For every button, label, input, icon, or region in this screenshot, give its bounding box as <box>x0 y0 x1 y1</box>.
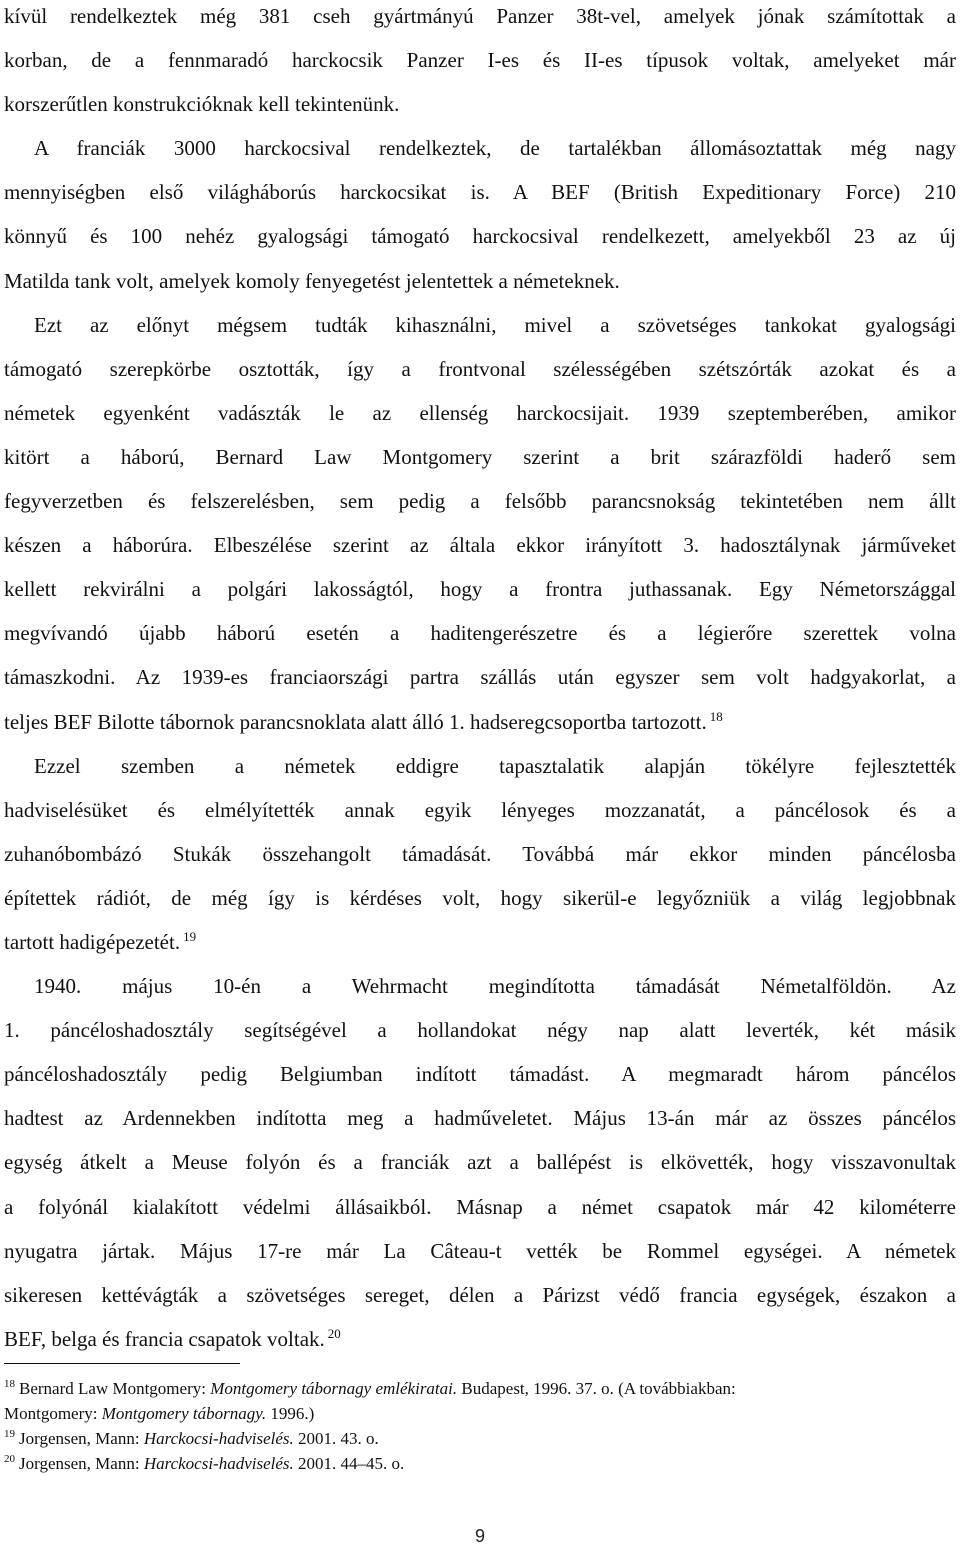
footnote-title: Harckocsi-hadviselés. <box>143 1454 294 1473</box>
text-line: 1940. május 10-én a Wehrmacht megindította támadását Németalföldön. Az <box>34 974 956 999</box>
text-line: A franciák 3000 harckocsival rendelkeztek, de tartalékban állomásoztattak még nagy <box>34 136 956 161</box>
footnote-title: Montgomery tábornagy. <box>101 1404 267 1423</box>
footnote-author: Montgomery: <box>4 1404 102 1423</box>
page-number: 9 <box>474 1526 485 1546</box>
footnote-author: Bernard Law Montgomery: <box>19 1379 211 1398</box>
text-line: Ezt az előnyt mégsem tudták kihasználni, mivel a szövetséges tankokat gyalogsági <box>34 312 956 337</box>
footnote-rest: 2001. 43. o. <box>293 1429 379 1448</box>
footnote-number: 20 <box>4 1453 15 1466</box>
footnote-rest: 1996.) <box>266 1404 315 1423</box>
text-line: kellett rekvirálni a polgári lakosságtól, hogy a frontra juthassanak. Egy Németországgal <box>4 577 956 602</box>
text-line: zuhanóbombázó Stukák összehangolt támadását. Továbbá már ekkor minden páncélosba <box>4 841 956 866</box>
text-span: teljes BEF Bilotte tábornok parancsnoklata alatt álló 1. hadseregcsoportba tartozott. <box>4 709 707 734</box>
text-line: támaszkodni. Az 1939-es franciaországi partra szállás után egyszer sem volt hadgyakorlat, a <box>4 665 956 690</box>
text-line: hadtest az Ardennekben indította meg a hadműveletet. Május 13-án már az összes páncélos <box>4 1106 956 1131</box>
footnote-rest: Budapest, 1996. 37. o. (A továbbiakban: <box>457 1379 736 1398</box>
footnotes <box>4 1376 956 1476</box>
text-line: páncéloshadosztály pedig Belgiumban indított támadást. A megmaradt három páncélos <box>4 1062 956 1087</box>
text-line: építettek rádiót, de még így is kérdéses volt, hogy sikerül-e legyőzniük a világ legjobbnak <box>4 885 956 910</box>
text-line: egység átkelt a Meuse folyón és a franciák azt a ballépést is elkövették, hogy visszavonultak <box>4 1150 956 1175</box>
text-line: németek egyenként vadászták le az ellenség harckocsijait. 1939 szeptemberében, amikor <box>4 400 956 425</box>
body-text <box>4 0 956 1367</box>
footnote-title: Montgomery tábornagy emlékiratai. <box>210 1379 458 1398</box>
footnote-ref-20[interactable]: 20 <box>327 1325 341 1341</box>
footnote-number: 18 <box>4 1378 15 1391</box>
text-line: kívül rendelkeztek még 381 cseh gyártmányú Panzer 38t-vel, amelyek jónak számítottak a <box>4 4 956 28</box>
text-line: korszerűtlen konstrukcióknak kell tekintenünk. <box>4 92 400 117</box>
text-line: 1. páncéloshadosztály segítségével a hollandokat négy nap alatt leverték, két másik <box>4 1018 956 1043</box>
footnote-divider <box>4 1363 240 1364</box>
text-line: korban, de a fennmaradó harckocsik Panzer I-es és II-es típusok voltak, amelyeket már <box>4 48 956 73</box>
footnote-19 <box>4 1426 956 1451</box>
text-line: nyugatra jártak. Május 17-re már La Câteau-t vették be Rommel egységei. A németek <box>4 1238 956 1263</box>
text-line-with-ref <box>4 706 956 750</box>
text-line: a folyónál kialakított védelmi állásaikból. Másnap a német csapatok már 42 kilométerre <box>4 1194 956 1219</box>
footnote-title: Harckocsi-hadviselés. <box>143 1429 294 1448</box>
footnote-author: Jorgensen, Mann: <box>19 1429 144 1448</box>
text-line: Matilda tank volt, amelyek komoly fenyegetést jelentettek a németeknek. <box>4 268 620 293</box>
text-line: hadviselésüket és elmélyítették annak egyik lényeges mozzanatát, a páncélosok és a <box>4 797 956 822</box>
footnote-ref-19[interactable]: 19 <box>183 928 197 944</box>
text-line: megvívandó újabb háború esetén a haditengerészetre és a légierőre szerettek volna <box>4 621 956 646</box>
text-line: kitört a háború, Bernard Law Montgomery szerint a brit szárazföldi haderő sem <box>4 444 956 469</box>
footnote-author: Jorgensen, Mann: <box>19 1454 144 1473</box>
text-line: Ezzel szemben a németek eddigre tapasztalatik alapján tökélyre fejlesztették <box>34 753 956 778</box>
footnote-number: 19 <box>4 1428 15 1441</box>
text-line: támogató szerepkörbe osztották, így a frontvonal szélességében szétszórták azokat és a <box>4 356 956 381</box>
footnote-18 <box>4 1376 956 1401</box>
text-line: mennyiségben első világháborús harckocsikat is. A BEF (British Expeditionary Force) 210 <box>4 180 956 205</box>
text-span: BEF, belga és francia csapatok voltak. <box>4 1326 325 1351</box>
footnote-rest: 2001. 44–45. o. <box>293 1454 405 1473</box>
text-line-with-ref <box>4 926 956 970</box>
text-line: készen a háborúra. Elbeszélése szerint az általa ekkor irányított 3. hadosztálynak járműveket <box>4 533 956 558</box>
text-line: könnyű és 100 nehéz gyalogsági támogató harckocsival rendelkezett, amelyekből 23 az új <box>4 224 956 249</box>
text-span: tartott hadigépezetét. <box>4 929 181 954</box>
footnote-20 <box>4 1451 956 1476</box>
text-line-with-ref <box>4 1323 956 1367</box>
footnote-ref-18[interactable]: 18 <box>709 708 723 724</box>
footnote-18-cont <box>4 1401 956 1426</box>
text-line: fegyverzetben és felszerelésben, sem pedig a felsőbb parancsnokság tekintetében nem állt <box>4 489 956 514</box>
text-line: sikeresen kettévágták a szövetséges sereget, délen a Párizst védő francia egységek, északon a <box>4 1282 956 1307</box>
